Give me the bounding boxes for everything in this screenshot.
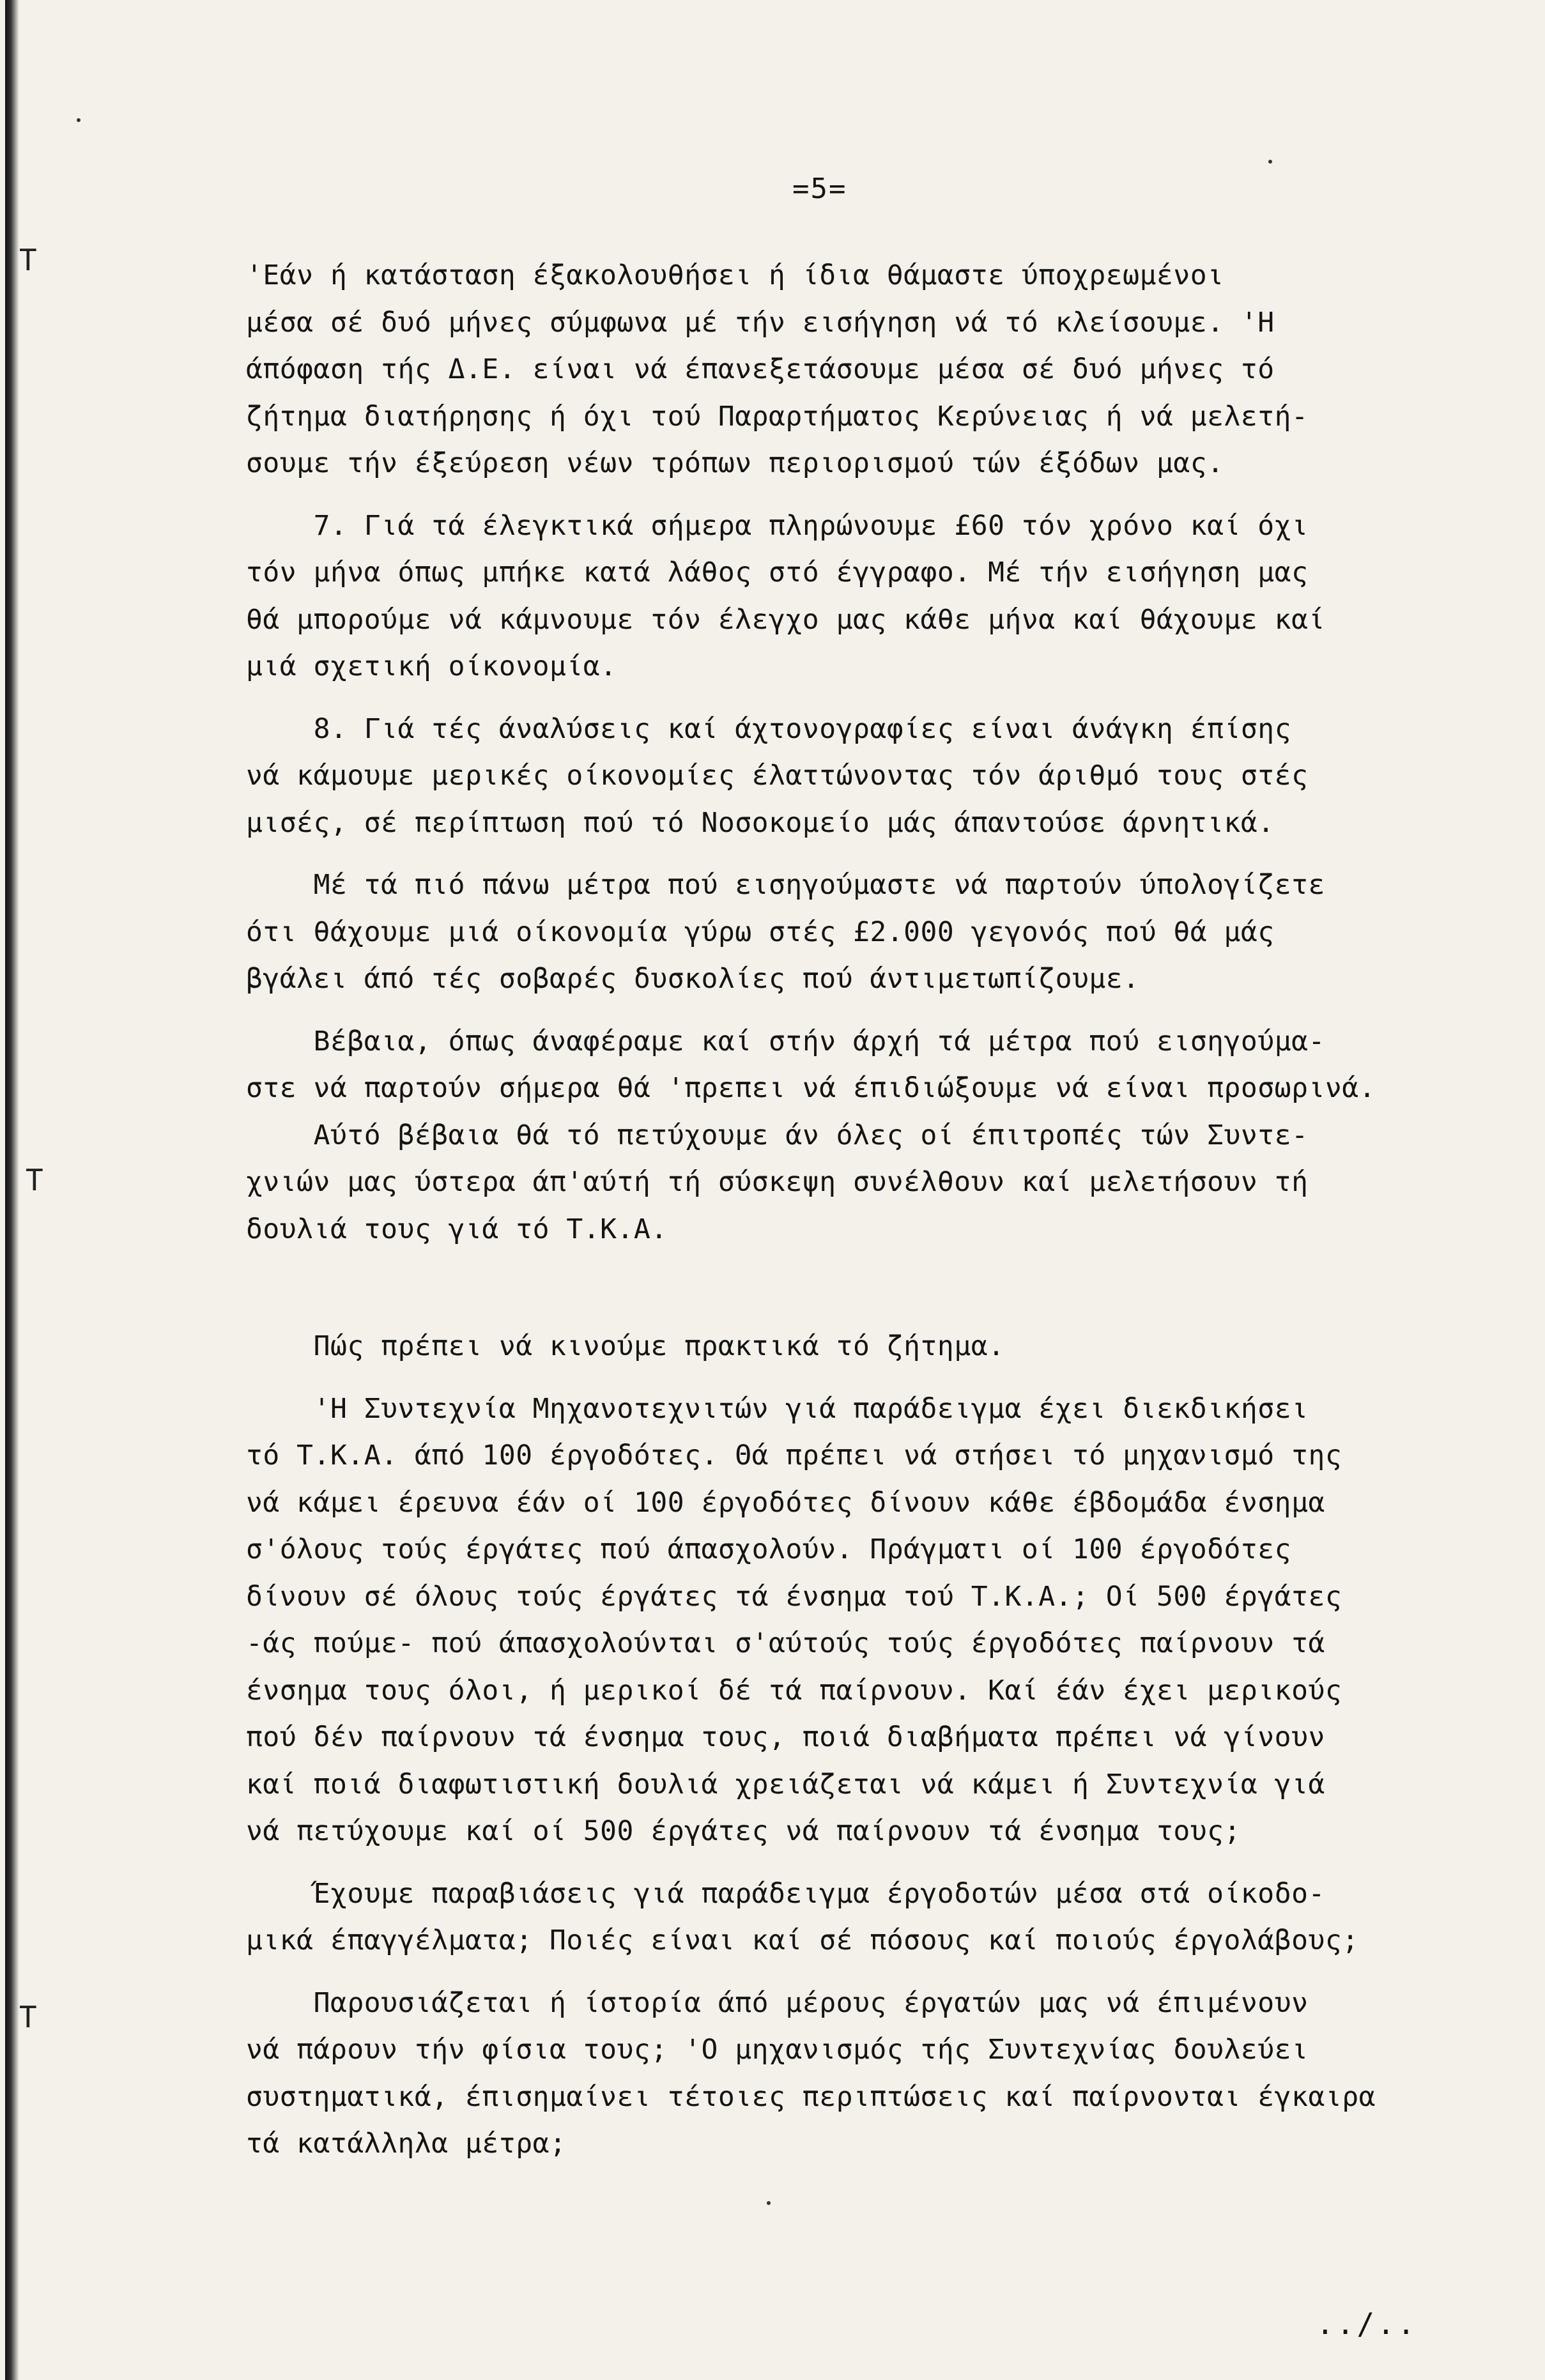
paper-speck (1268, 160, 1272, 164)
continuation-mark: ../.. (1316, 2307, 1418, 2341)
paper-speck (77, 118, 81, 122)
paragraph-item-8-analyses: 8. Γιά τές άναλύσεις καί άχτονογραφίες είναι άνάγκη έπίσης νά κάμουμε μερικές οίκονομίες έλαττώνοντας τόν άριθμό τους στές μισές, σέ περίπτωση πού τό Νοσοκομείο μάς άπαντούσε άρνητικά. (246, 712, 1309, 839)
paragraph-construction-violations: Έχουμε παραβιάσεις γιά παράδειγμα έργοδοτών μέσα στά οίκοδο- μικά έπαγγέλματα; Ποιές είναι καί σέ πόσους καί ποιούς έργολάβους; (246, 1877, 1359, 1956)
document-body (246, 252, 1511, 2168)
section-heading-practical: Πώς πρέπει νά κινούμε πρακτικά τό ζήτημα. (246, 1330, 1005, 1362)
paragraph-item-7-audit: 7. Γιά τά έλεγκτικά σήμερα πληρώνουμε £60 τόν χρόνο καί όχι τόν μήνα όπως μπήκε κατά λάθος στό έγγραφο. Μέ τήν εισήγηση μας θά μπορούμε νά κάμνουμε τόν έλεγχο μας κάθε μήνα καί θάχουμε καί μιά σχετική οίκονομία. (246, 509, 1325, 682)
margin-tick-mark: Τ (26, 1163, 43, 1197)
margin-tick-mark: Τ (19, 2000, 37, 2034)
page-number: =5= (792, 173, 847, 205)
paragraph-savings: Μέ τά πιό πάνω μέτρα πού εισηγούμαστε νά παρτούν ύπολογίζετε ότι θάχουμε μιά οίκονομία γύρω στές £2.000 γεγονός πού θά μάς βγάλει άπό τές σοβαρές δυσκολίες πού άντιμετωπίζουμε. (246, 869, 1325, 995)
paragraph-kyrenia-branch: 'Εάν ή κατάσταση έξακολουθήσει ή ίδια θάμαστε ύποχρεωμένοι μέσα σέ δυό μήνες σύμφωνα μέ τήν εισήγηση νά τό κλείσουμε. 'Η άπόφαση τής Δ.Ε. είναι νά έπανεξετάσουμε μέσα σέ δυό μήνες τό ζήτημα διατήρησης ή όχι τού Παραρτήματος Κερύνειας ή νά μελετή- σουμε τήν έξεύρεση νέων τρόπων περιορισμού τών έξόδων μας. (246, 259, 1309, 479)
margin-tick-mark: Τ (19, 243, 37, 277)
paper-speck (767, 2201, 771, 2205)
paragraph-workers-cards: Παρουσιάζεται ή ίστορία άπό μέρους έργατών μας νά έπιμένουν νά πάρουν τήν φίσια τους; 'Ο μηχανισμός τής Συντεχνίας δουλεύει συστηματικά, έπισημαίνει τέτοιες περιπτώσεις καί παίρνονται έγκαιρα τά κατάλληλα μέτρα; (246, 1986, 1376, 2160)
paragraph-temporary-measures: Βέβαια, όπως άναφέραμε καί στήν άρχή τά μέτρα πού εισηγούμα- στε νά παρτούν σήμερα θά 'πρεπει νά έπιδιώξουμε νά είναι προσωρινά. Αύτό βέβαια θά τό πετύχουμε άν όλες οί έπιτροπές τών Συντε- χνιών μας ύστερα άπ'αύτή τή σύσκεψη συνέλθουν καί μελετήσουν τή δουλιά τους γιά τό Τ.Κ.Α. (246, 1025, 1376, 1245)
binding-edge (5, 0, 19, 2380)
paragraph-union-example: 'Η Συντεχνία Μηχανοτεχνιτών γιά παράδειγμα έχει διεκδικήσει τό Τ.Κ.Α. άπό 100 έργοδότες. Θά πρέπει νά στήσει τό μηχανισμό της νά κάμει έρευνα έάν οί 100 έργοδότες δίνουν κάθε έβδομάδα ένσημα σ'όλους τούς έργάτες πού άπασχολούν. Πράγματι οί 100 έργοδότες δίνουν σέ όλους τούς έργάτες τά ένσημα τού Τ.Κ.Α.; Οί 500 έργάτες -άς πούμε- πού άπασχολούνται σ'αύτούς τούς έργοδότες παίρνουν τά ένσημα τους όλοι, ή μερικοί δέ τά παίρνουν. Καί έάν έχει μερικούς πού δέν παίρνουν τά ένσημα τους, ποιά διαβήματα πρέπει νά γίνουν καί ποιά διαφωτιστική δουλιά χρειάζεται νά κάμει ή Συντεχνία γιά νά πετύχουμε καί οί 500 έργάτες νά παίρνουν τά ένσημα τους; (246, 1392, 1342, 1847)
